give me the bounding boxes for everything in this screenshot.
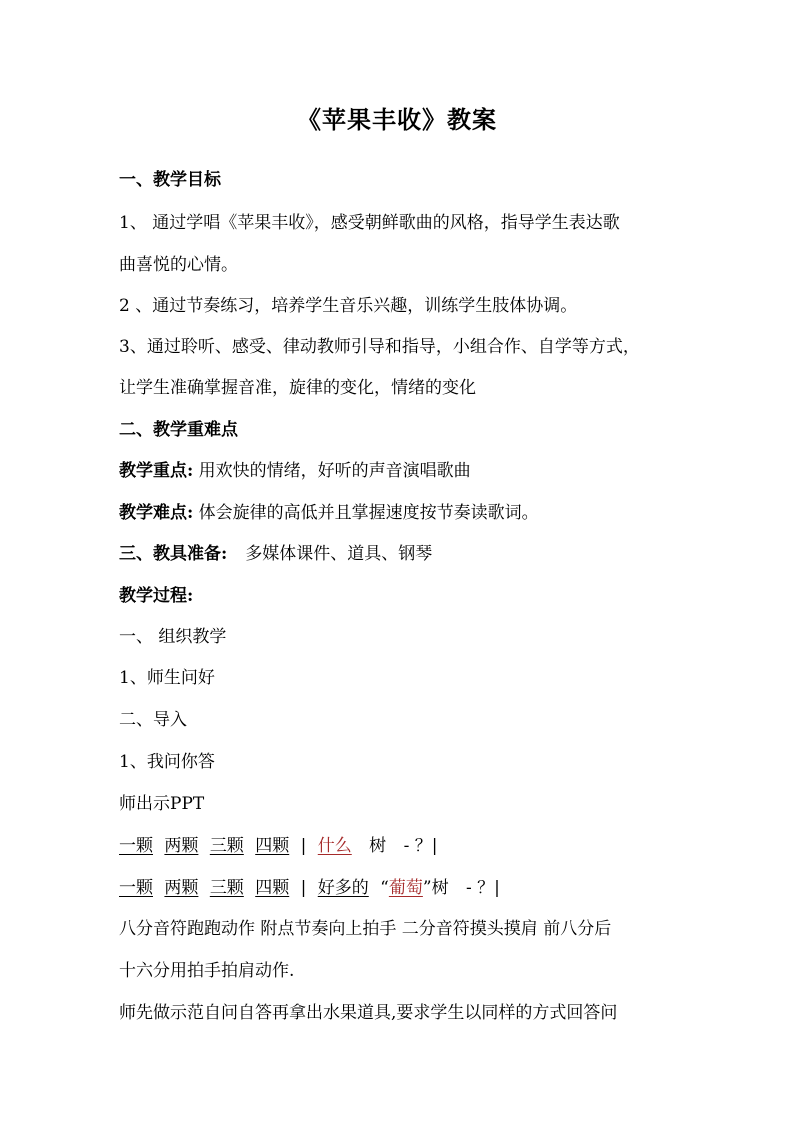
key-point-focus xyxy=(119,459,689,483)
rhythm-word: 三颗 xyxy=(209,836,244,856)
teaching-aids-label: 三、教具准备: xyxy=(119,544,228,564)
rhythm-word: 树 xyxy=(369,836,387,856)
movement-desc-line-2: 十六分用拍手拍肩动作. xyxy=(119,961,295,981)
goal-2: 2 、通过节奏练习，培养学生音乐兴趣，训练学生肢体协调。 xyxy=(119,296,578,316)
rhythm-word: 四颗 xyxy=(255,836,290,856)
difficulty-text: 体会旋律的高低并且掌握速度按节奏读歌词。 xyxy=(193,503,539,523)
rhythm-tail: - ？| xyxy=(403,836,438,856)
goal-1-line-1: 1、 通过学唱《苹果丰收》，感受朝鲜歌曲的风格，指导学生表达歌 xyxy=(119,213,620,233)
document-title: 《苹果丰收》教案 xyxy=(297,105,497,134)
rhythm-word: 两颗 xyxy=(164,878,199,898)
rhythm-word: 两颗 xyxy=(164,836,199,856)
rhythm-word: 好多的 xyxy=(317,878,369,898)
rhythm-line-1 xyxy=(119,834,689,858)
section-heading-key-points: 二、教学重难点 xyxy=(119,420,238,440)
focus-label: 教学重点: xyxy=(119,461,194,481)
key-point-difficulty xyxy=(119,501,689,525)
rhythm-word: 一颗 xyxy=(119,878,153,898)
process-step-qa: 1、我问你答 xyxy=(119,752,215,772)
focus-text: 用欢快的情绪，好听的声音演唱歌曲 xyxy=(193,461,471,481)
process-step-greeting: 1、师生问好 xyxy=(119,668,215,688)
bar-line: | xyxy=(300,836,307,856)
rhythm-word: 四颗 xyxy=(255,878,290,898)
demo-instruction: 师先做示范自问自答再拿出水果道具,要求学生以同样的方式回答问 xyxy=(119,1003,618,1023)
process-step-organize: 一、 组织教学 xyxy=(119,627,227,647)
close-quote-tree: ”树 xyxy=(422,878,449,898)
section-heading-process: 教学过程: xyxy=(119,586,194,606)
rhythm-word-highlight: 葡萄 xyxy=(388,878,423,898)
open-quote: “ xyxy=(380,878,389,898)
goal-1-line-2: 曲喜悦的心情。 xyxy=(119,255,238,275)
process-step-ppt: 师出示PPT xyxy=(119,794,205,814)
rhythm-line-2 xyxy=(119,876,689,900)
section-teaching-aids xyxy=(119,542,689,566)
section-heading-goals: 一、教学目标 xyxy=(119,170,221,190)
bar-line: | xyxy=(300,878,307,898)
process-step-intro: 二、导入 xyxy=(119,710,187,730)
goal-3-line-1: 3、通过聆听、感受、律动教师引导和指导，小组合作、自学等方式， xyxy=(119,337,640,357)
rhythm-word-highlight: 什么 xyxy=(317,836,352,856)
rhythm-word: 一颗 xyxy=(119,836,153,856)
rhythm-word: 三颗 xyxy=(209,878,244,898)
difficulty-label: 教学难点: xyxy=(119,503,194,523)
goal-3-line-2: 让学生准确掌握音准，旋律的变化，情绪的变化 xyxy=(119,378,476,398)
movement-desc-line-1: 八分音符跑跑动作 附点节奏向上拍手 二分音符摸头摸肩 前八分后 xyxy=(119,919,612,939)
rhythm-tail: - ？| xyxy=(465,878,500,898)
teaching-aids-text: 多媒体课件、道具、钢琴 xyxy=(245,544,433,564)
